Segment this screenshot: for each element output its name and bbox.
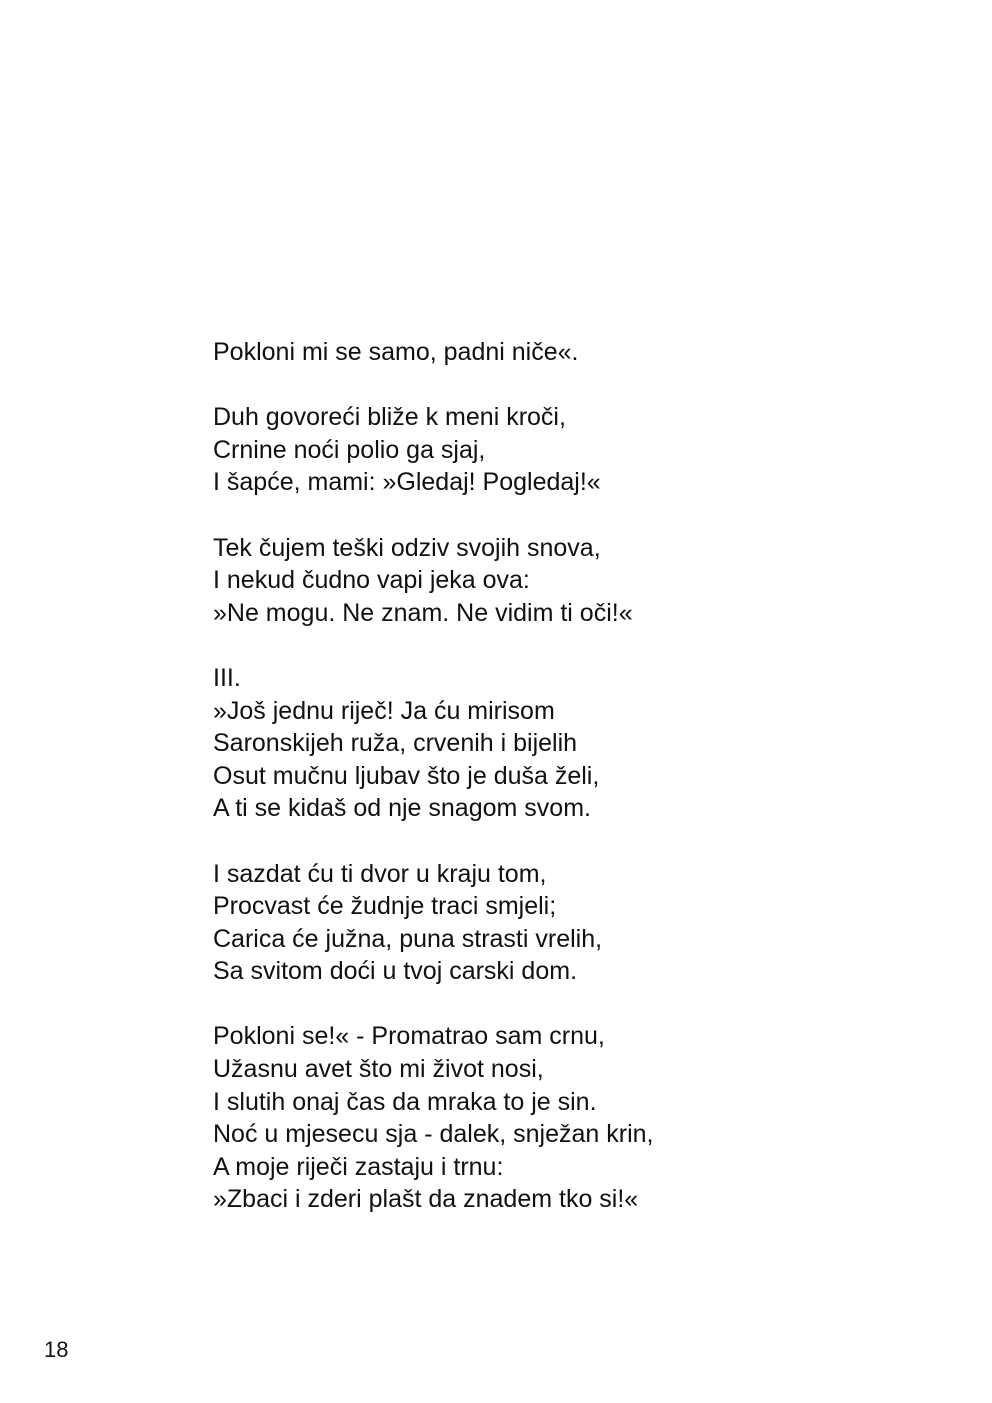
poem-stanza [213,532,933,630]
poem-line: Saronskijeh ruža, crvenih i bijelih [213,729,578,758]
poem-line: I sazdat ću ti dvor u kraju tom, [213,859,547,888]
poem-line: I slutih onaj čas da mraka to je sin. [213,1087,597,1116]
poem-text [213,336,933,1216]
poem-line: »Zbaci i zderi plašt da znadem tko si!« [213,1185,639,1214]
poem-line: Osut mučnu ljubav što je duša želi, [213,761,600,790]
poem-stanza [213,401,933,499]
poem-line: Carica će južna, puna strasti vrelih, [213,924,603,953]
poem-line: I šapće, mami: »Gledaj! Pogledaj!« [213,468,601,497]
poem-line: A ti se kidaš od nje snagom svom. [213,794,591,823]
poem-line: Pokloni mi se samo, padni niče«. [213,338,579,366]
poem-line: Pokloni se!« - Promatrao sam crnu, [213,1022,605,1051]
poem-line: Sa svitom doći u tvoj carski dom. [213,957,578,986]
poem-line: Crnine noći polio ga sjaj, [213,435,486,464]
poem-line: Duh govoreći bliže k meni kroči, [213,403,566,432]
poem-line: »Još jednu riječ! Ja ću mirisom [213,696,555,725]
poem-line: Užasnu avet što mi život nosi, [213,1055,544,1084]
poem-stanza [213,1020,933,1216]
poem-line: Tek čujem teški odziv svojih snova, [213,533,601,562]
poem-line: »Ne mogu. Ne znam. Ne vidim ti oči!« [213,598,633,627]
poem-line: Procvast će žudnje traci smjeli; [213,892,557,921]
poem-line: I nekud čudno vapi jeka ova: [213,566,530,595]
poem-stanza [213,858,933,988]
poem-line: A moje riječi zastaju i trnu: [213,1152,504,1181]
page-number: 18 [44,1337,69,1362]
poem-stanza [213,336,933,369]
poem-stanza [213,662,933,825]
poem-line: III. [213,663,241,692]
poem-line: Noć u mjesecu sja - dalek, snježan krin, [213,1120,654,1149]
